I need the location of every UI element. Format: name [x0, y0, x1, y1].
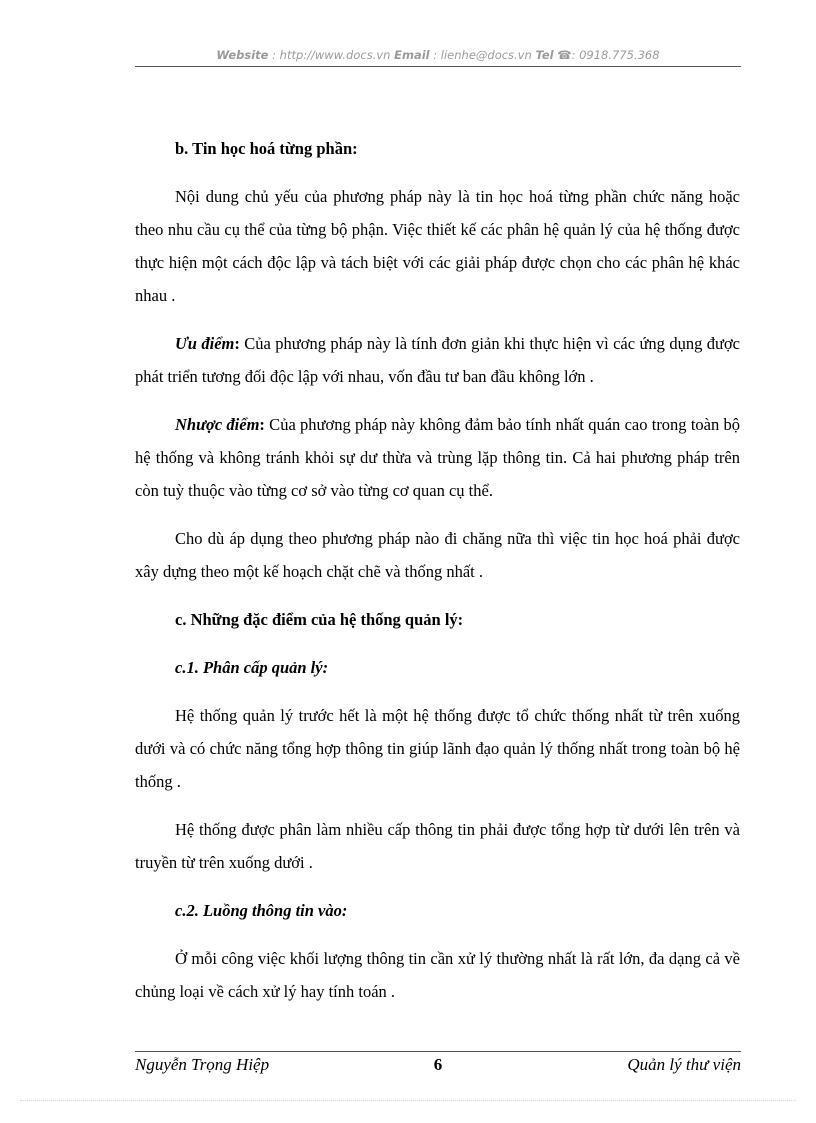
section-heading-b: b. Tin học hoá từng phần:: [175, 139, 358, 158]
website-separator: :: [268, 48, 280, 62]
website-url-link[interactable]: http://www.docs.vn: [279, 48, 391, 62]
paragraph-disadvantages: [135, 408, 740, 507]
website-label: Website: [216, 48, 269, 62]
paragraph-advantages: [135, 327, 740, 393]
email-label: Email: [394, 48, 430, 62]
page-header: [135, 48, 741, 62]
advantages-label: Ưu điểm: [175, 334, 235, 353]
tel-label: Tel: [535, 48, 554, 62]
footer-divider: [135, 1051, 741, 1052]
paragraph-information-flow: Ở mỗi công việc khối lượng thông tin cần xử lý thường nhất là rất lớn, đa dạng cả về chủng loại về cách xử lý hay tính toán .: [135, 949, 740, 1001]
paragraph-levels: Hệ thống được phân làm nhiều cấp thông tin phải được tổng hợp từ dưới lên trên và truyền từ trên xuống dưới .: [135, 820, 740, 872]
header-divider: [135, 66, 741, 67]
disadvantages-text: Của phương pháp này không đảm bảo tính nhất quán cao trong toàn bộ hệ thống và không tránh khỏi sự dư thừa và trùng lặp thông tin. Cả hai phương pháp trên còn tuỳ thuộc vào từng cơ sở vào từng cơ quan cụ thể.: [135, 415, 740, 500]
telephone-icon: ☎: [557, 48, 572, 62]
disadvantages-colon: :: [259, 415, 265, 434]
advantages-colon: :: [234, 334, 240, 353]
paragraph-method-description: Nội dung chủ yếu của phương pháp này là tin học hoá từng phần chức năng hoặc theo nhu cầu cụ thể của từng bộ phận. Việc thiết kế các phân hệ quản lý của hệ thống được thực hiện một cách độc lập và tách biệt với các giải pháp được chọn cho các phân hệ khác nhau .: [135, 187, 740, 305]
email-separator: :: [429, 48, 441, 62]
paragraph-conclusion: Cho dù áp dụng theo phương pháp nào đi chăng nữa thì việc tin học hoá phải được xây dựng theo một kế hoạch chặt chẽ và thống nhất .: [135, 529, 740, 581]
subsection-heading-c2: c.2. Luồng thông tin vào:: [175, 901, 348, 920]
disadvantages-label: Nhược điểm: [175, 415, 260, 434]
subsection-heading-c1: c.1. Phân cấp quản lý:: [175, 658, 329, 677]
page-footer: [135, 1053, 741, 1077]
section-heading-c: c. Những đặc điểm của hệ thống quản lý:: [175, 610, 464, 629]
footer-author: Nguyễn Trọng Hiệp: [135, 1055, 270, 1074]
footer-document-title: Quản lý thư viện: [627, 1055, 741, 1074]
email-link[interactable]: lienhe@docs.vn: [440, 48, 532, 62]
advantages-text: Của phương pháp này là tính đơn giản khi thực hiện vì các ứng dụng được phát triển tương đối độc lập với nhau, vốn đầu tư ban đầu không lớn .: [135, 334, 740, 386]
tel-number: : 0918.775.368: [571, 48, 660, 62]
bottom-dotted-rule: [20, 1100, 796, 1101]
paragraph-hierarchy: Hệ thống quản lý trước hết là một hệ thống được tổ chức thống nhất từ trên xuống dưới và có chức năng tổng hợp thông tin giúp lãnh đạo quản lý thống nhất trong toàn bộ hệ thống .: [135, 706, 740, 791]
document-body: [135, 132, 740, 1008]
page-number: 6: [433, 1055, 443, 1074]
